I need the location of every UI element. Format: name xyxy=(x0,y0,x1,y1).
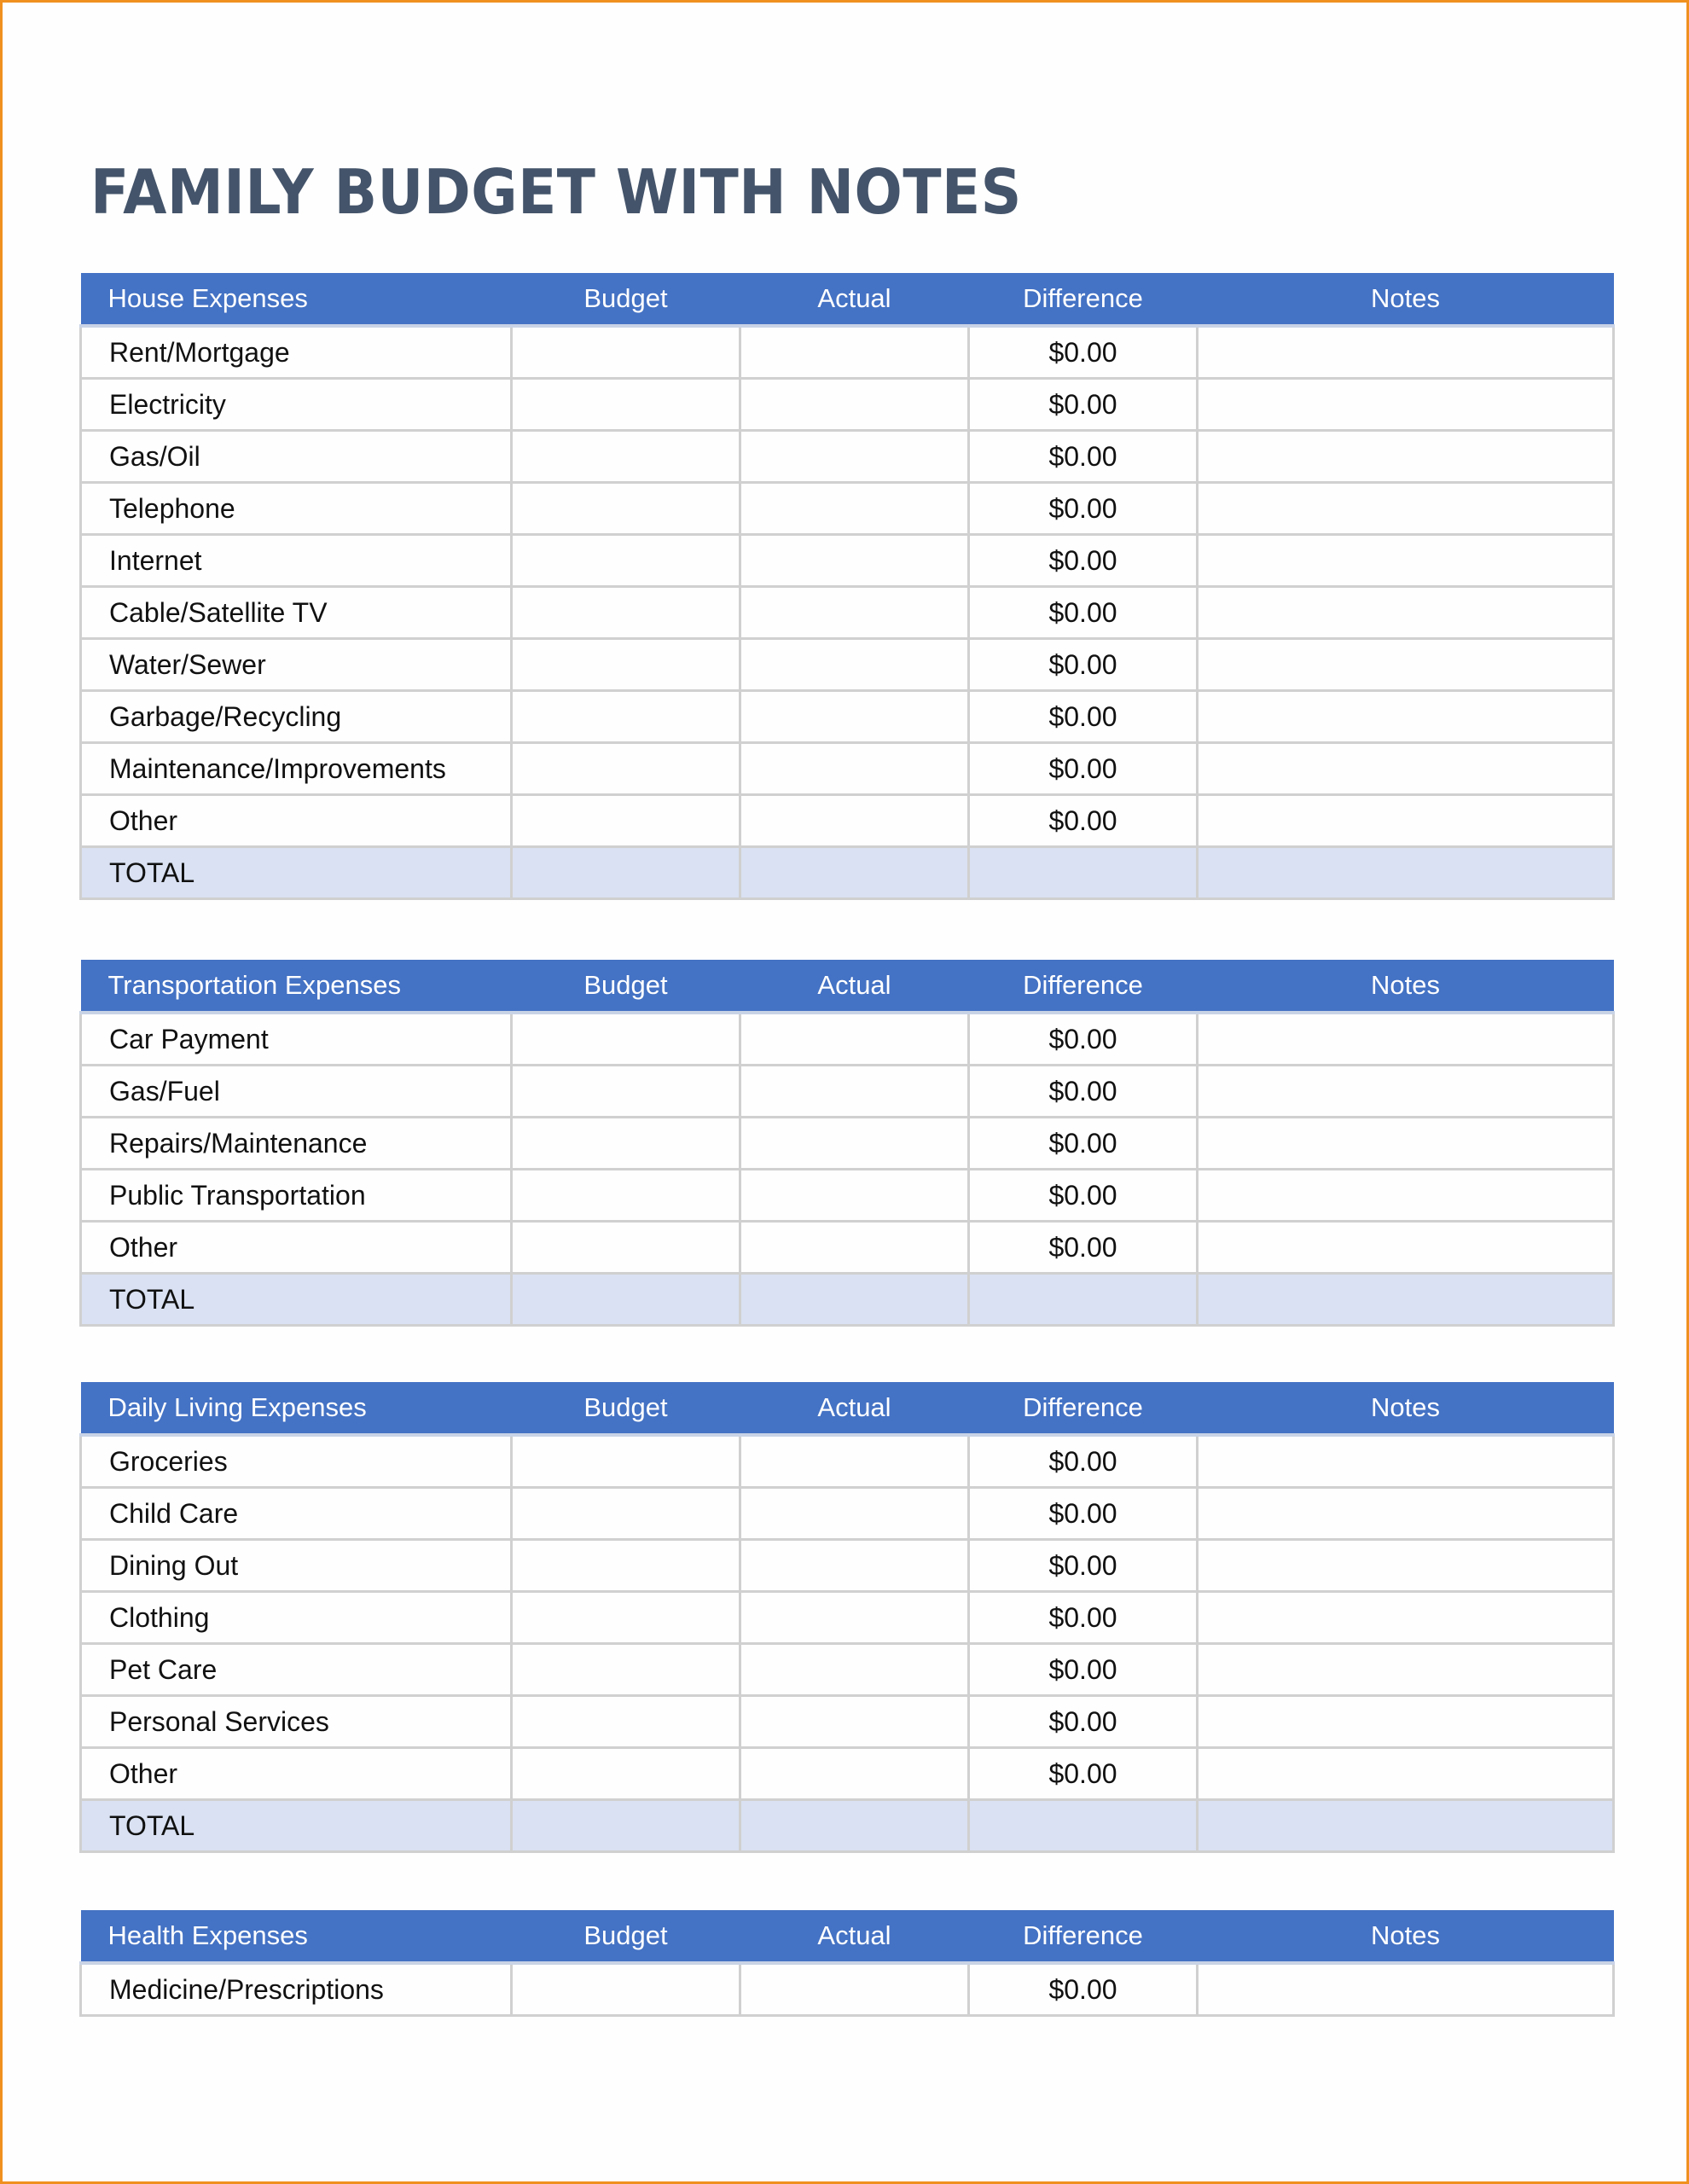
column-header-budget: Budget xyxy=(512,273,740,326)
budget-cell[interactable] xyxy=(512,535,740,587)
section-transportation-expenses xyxy=(79,960,1612,1327)
notes-cell[interactable] xyxy=(1198,1592,1614,1644)
expense-label: Maintenance/Improvements xyxy=(81,743,512,795)
difference-cell[interactable]: $0.00 xyxy=(969,379,1198,431)
budget-cell[interactable] xyxy=(512,379,740,431)
column-header-difference: Difference xyxy=(969,1382,1198,1435)
notes-cell[interactable] xyxy=(1198,379,1614,431)
table-row xyxy=(81,1748,1614,1800)
section-title: Daily Living Expenses xyxy=(81,1382,512,1435)
budget-cell[interactable] xyxy=(512,1066,740,1118)
budget-cell[interactable] xyxy=(512,483,740,535)
actual-cell[interactable] xyxy=(740,639,969,691)
table-row xyxy=(81,379,1614,431)
column-header-difference: Difference xyxy=(969,960,1198,1013)
table-header-row xyxy=(81,960,1614,1013)
expense-label: Pet Care xyxy=(81,1644,512,1696)
section-house-expenses xyxy=(79,273,1612,900)
table-row xyxy=(81,691,1614,743)
table-row xyxy=(81,1696,1614,1748)
expense-label: Clothing xyxy=(81,1592,512,1644)
expense-label: Personal Services xyxy=(81,1696,512,1748)
expense-label: Garbage/Recycling xyxy=(81,691,512,743)
budget-cell[interactable] xyxy=(512,1118,740,1170)
column-header-notes: Notes xyxy=(1198,273,1614,326)
budget-cell[interactable] xyxy=(512,1170,740,1222)
total-label: TOTAL xyxy=(81,1800,512,1852)
expense-label: Other xyxy=(81,1748,512,1800)
notes-cell[interactable] xyxy=(1198,483,1614,535)
notes-cell[interactable] xyxy=(1198,1963,1614,2016)
budget-cell[interactable] xyxy=(512,1222,740,1274)
difference-cell[interactable] xyxy=(969,1274,1198,1326)
table-row xyxy=(81,1066,1614,1118)
notes-cell[interactable] xyxy=(1198,743,1614,795)
expense-label: Telephone xyxy=(81,483,512,535)
difference-cell[interactable]: $0.00 xyxy=(969,1540,1198,1592)
table-row xyxy=(81,1644,1614,1696)
column-header-actual: Actual xyxy=(740,1382,969,1435)
expense-label: Medicine/Prescriptions xyxy=(81,1963,512,2016)
notes-cell[interactable] xyxy=(1198,535,1614,587)
actual-cell[interactable] xyxy=(740,1170,969,1222)
budget-cell[interactable] xyxy=(512,743,740,795)
difference-cell[interactable]: $0.00 xyxy=(969,1222,1198,1274)
expense-label: Groceries xyxy=(81,1435,512,1488)
total-row xyxy=(81,1800,1614,1852)
difference-cell[interactable]: $0.00 xyxy=(969,326,1198,379)
budget-cell[interactable] xyxy=(512,326,740,379)
budget-cell[interactable] xyxy=(512,431,740,483)
column-header-actual: Actual xyxy=(740,1910,969,1963)
expense-label: Dining Out xyxy=(81,1540,512,1592)
total-row xyxy=(81,1274,1614,1326)
notes-cell[interactable] xyxy=(1198,1170,1614,1222)
table-row xyxy=(81,587,1614,639)
expense-label: Internet xyxy=(81,535,512,587)
budget-cell[interactable] xyxy=(512,1748,740,1800)
actual-cell[interactable] xyxy=(740,847,969,899)
actual-cell[interactable] xyxy=(740,1274,969,1326)
expense-label: Child Care xyxy=(81,1488,512,1540)
actual-cell[interactable] xyxy=(740,1963,969,2016)
budget-cell[interactable] xyxy=(512,587,740,639)
expense-label: Electricity xyxy=(81,379,512,431)
expense-label: Car Payment xyxy=(81,1013,512,1066)
table-row xyxy=(81,743,1614,795)
budget-table xyxy=(79,1382,1615,1853)
actual-cell[interactable] xyxy=(740,1592,969,1644)
notes-cell[interactable] xyxy=(1198,847,1614,899)
difference-cell[interactable]: $0.00 xyxy=(969,1435,1198,1488)
column-header-difference: Difference xyxy=(969,273,1198,326)
table-row xyxy=(81,1170,1614,1222)
difference-cell[interactable]: $0.00 xyxy=(969,1013,1198,1066)
difference-cell[interactable] xyxy=(969,1800,1198,1852)
column-header-difference: Difference xyxy=(969,1910,1198,1963)
difference-cell[interactable] xyxy=(969,847,1198,899)
notes-cell[interactable] xyxy=(1198,1066,1614,1118)
table-row xyxy=(81,1435,1614,1488)
total-label: TOTAL xyxy=(81,847,512,899)
difference-cell[interactable]: $0.00 xyxy=(969,1118,1198,1170)
budget-table xyxy=(79,273,1615,900)
table-header-row xyxy=(81,273,1614,326)
difference-cell[interactable]: $0.00 xyxy=(969,795,1198,847)
difference-cell[interactable]: $0.00 xyxy=(969,743,1198,795)
expense-label: Gas/Fuel xyxy=(81,1066,512,1118)
budget-cell[interactable] xyxy=(512,1274,740,1326)
actual-cell[interactable] xyxy=(740,1118,969,1170)
difference-cell[interactable]: $0.00 xyxy=(969,587,1198,639)
column-header-notes: Notes xyxy=(1198,1382,1614,1435)
table-header-row xyxy=(81,1382,1614,1435)
expense-label: Other xyxy=(81,795,512,847)
notes-cell[interactable] xyxy=(1198,431,1614,483)
expense-label: Public Transportation xyxy=(81,1170,512,1222)
budget-cell[interactable] xyxy=(512,1488,740,1540)
table-row xyxy=(81,326,1614,379)
difference-cell[interactable]: $0.00 xyxy=(969,1963,1198,2016)
column-header-notes: Notes xyxy=(1198,960,1614,1013)
budget-cell[interactable] xyxy=(512,1435,740,1488)
actual-cell[interactable] xyxy=(740,1800,969,1852)
budget-cell[interactable] xyxy=(512,1644,740,1696)
actual-cell[interactable] xyxy=(740,483,969,535)
table-row xyxy=(81,1488,1614,1540)
section-title: House Expenses xyxy=(81,273,512,326)
notes-cell[interactable] xyxy=(1198,1488,1614,1540)
budget-cell[interactable] xyxy=(512,1540,740,1592)
actual-cell[interactable] xyxy=(740,743,969,795)
section-health-expenses xyxy=(79,1910,1612,2017)
actual-cell[interactable] xyxy=(740,795,969,847)
actual-cell[interactable] xyxy=(740,535,969,587)
actual-cell[interactable] xyxy=(740,1435,969,1488)
notes-cell[interactable] xyxy=(1198,1696,1614,1748)
table-row xyxy=(81,535,1614,587)
difference-cell[interactable]: $0.00 xyxy=(969,535,1198,587)
actual-cell[interactable] xyxy=(740,379,969,431)
actual-cell[interactable] xyxy=(740,1066,969,1118)
notes-cell[interactable] xyxy=(1198,1274,1614,1326)
table-row xyxy=(81,1540,1614,1592)
expense-label: Other xyxy=(81,1222,512,1274)
actual-cell[interactable] xyxy=(740,431,969,483)
budget-cell[interactable] xyxy=(512,1592,740,1644)
expense-label: Cable/Satellite TV xyxy=(81,587,512,639)
difference-cell[interactable]: $0.00 xyxy=(969,1488,1198,1540)
column-header-budget: Budget xyxy=(512,960,740,1013)
budget-table xyxy=(79,960,1615,1327)
actual-cell[interactable] xyxy=(740,1696,969,1748)
table-row xyxy=(81,1963,1614,2016)
notes-cell[interactable] xyxy=(1198,1800,1614,1852)
column-header-notes: Notes xyxy=(1198,1910,1614,1963)
table-row xyxy=(81,1222,1614,1274)
budget-cell[interactable] xyxy=(512,1963,740,2016)
notes-cell[interactable] xyxy=(1198,795,1614,847)
column-header-actual: Actual xyxy=(740,960,969,1013)
budget-cell[interactable] xyxy=(512,691,740,743)
difference-cell[interactable]: $0.00 xyxy=(969,691,1198,743)
table-row xyxy=(81,1592,1614,1644)
column-header-budget: Budget xyxy=(512,1382,740,1435)
budget-cell[interactable] xyxy=(512,795,740,847)
table-row xyxy=(81,1118,1614,1170)
notes-cell[interactable] xyxy=(1198,1222,1614,1274)
section-title: Transportation Expenses xyxy=(81,960,512,1013)
actual-cell[interactable] xyxy=(740,691,969,743)
table-row xyxy=(81,639,1614,691)
actual-cell[interactable] xyxy=(740,1644,969,1696)
total-row xyxy=(81,847,1614,899)
notes-cell[interactable] xyxy=(1198,1748,1614,1800)
column-header-actual: Actual xyxy=(740,273,969,326)
budget-cell[interactable] xyxy=(512,1800,740,1852)
actual-cell[interactable] xyxy=(740,1748,969,1800)
actual-cell[interactable] xyxy=(740,1013,969,1066)
expense-label: Water/Sewer xyxy=(81,639,512,691)
section-title: Health Expenses xyxy=(81,1910,512,1963)
notes-cell[interactable] xyxy=(1198,1435,1614,1488)
notes-cell[interactable] xyxy=(1198,587,1614,639)
difference-cell[interactable]: $0.00 xyxy=(969,1170,1198,1222)
difference-cell[interactable]: $0.00 xyxy=(969,431,1198,483)
notes-cell[interactable] xyxy=(1198,1644,1614,1696)
budget-cell[interactable] xyxy=(512,639,740,691)
budget-cell[interactable] xyxy=(512,1013,740,1066)
difference-cell[interactable]: $0.00 xyxy=(969,1592,1198,1644)
page-title: FAMILY BUDGET WITH NOTES xyxy=(90,156,1022,228)
difference-cell[interactable]: $0.00 xyxy=(969,1748,1198,1800)
difference-cell[interactable]: $0.00 xyxy=(969,639,1198,691)
budget-table xyxy=(79,1910,1615,2017)
column-header-budget: Budget xyxy=(512,1910,740,1963)
difference-cell[interactable]: $0.00 xyxy=(969,1696,1198,1748)
actual-cell[interactable] xyxy=(740,1488,969,1540)
actual-cell[interactable] xyxy=(740,326,969,379)
expense-label: Gas/Oil xyxy=(81,431,512,483)
actual-cell[interactable] xyxy=(740,1222,969,1274)
section-daily-living-expenses xyxy=(79,1382,1612,1853)
budget-cell[interactable] xyxy=(512,1696,740,1748)
actual-cell[interactable] xyxy=(740,587,969,639)
table-row xyxy=(81,795,1614,847)
difference-cell[interactable]: $0.00 xyxy=(969,1066,1198,1118)
notes-cell[interactable] xyxy=(1198,1118,1614,1170)
difference-cell[interactable]: $0.00 xyxy=(969,483,1198,535)
budget-cell[interactable] xyxy=(512,847,740,899)
notes-cell[interactable] xyxy=(1198,691,1614,743)
notes-cell[interactable] xyxy=(1198,326,1614,379)
actual-cell[interactable] xyxy=(740,1540,969,1592)
notes-cell[interactable] xyxy=(1198,639,1614,691)
table-row xyxy=(81,1013,1614,1066)
notes-cell[interactable] xyxy=(1198,1540,1614,1592)
table-row xyxy=(81,483,1614,535)
total-label: TOTAL xyxy=(81,1274,512,1326)
notes-cell[interactable] xyxy=(1198,1013,1614,1066)
expense-label: Repairs/Maintenance xyxy=(81,1118,512,1170)
difference-cell[interactable]: $0.00 xyxy=(969,1644,1198,1696)
table-row xyxy=(81,431,1614,483)
table-header-row xyxy=(81,1910,1614,1963)
expense-label: Rent/Mortgage xyxy=(81,326,512,379)
